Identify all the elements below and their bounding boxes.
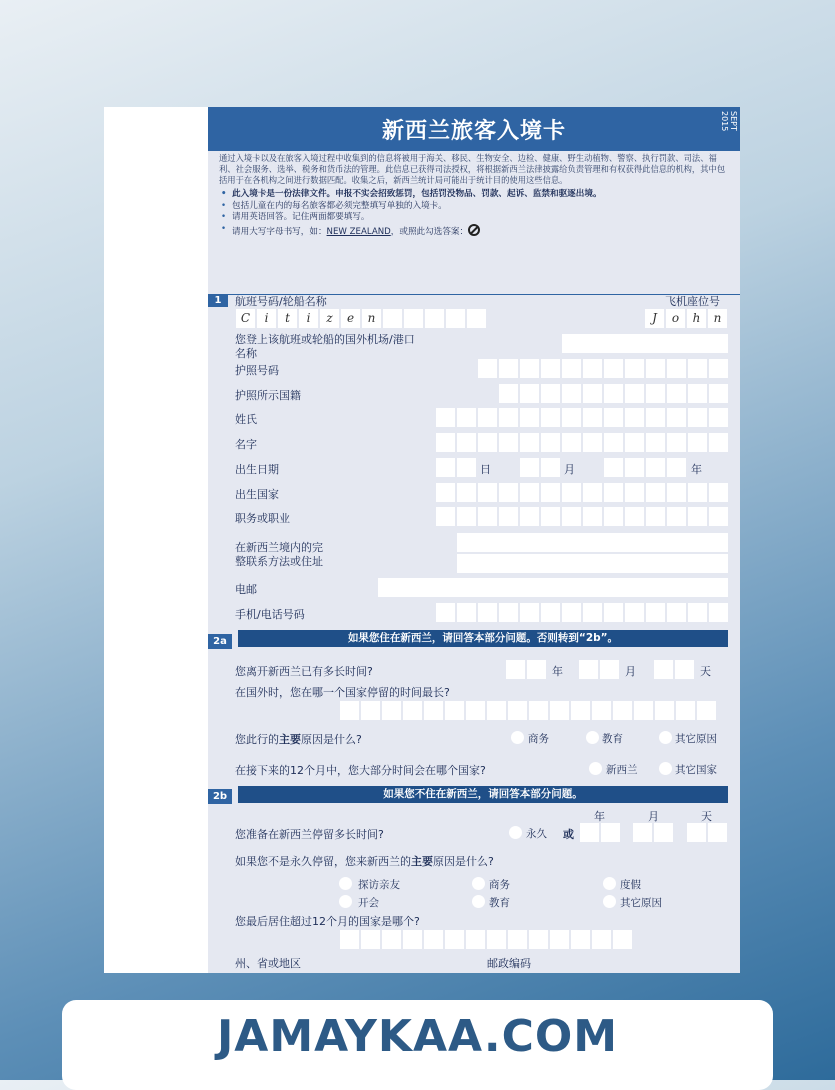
char-box[interactable] <box>625 433 644 452</box>
char-box[interactable] <box>646 603 665 622</box>
address-field-2[interactable] <box>457 554 728 573</box>
stay-permanent-radio[interactable] <box>509 826 522 839</box>
banner-text: JAMAYKAA.COM <box>216 1010 619 1062</box>
example-suffix: ，或照此勾选答案： <box>390 226 469 237</box>
char-box[interactable] <box>520 483 539 502</box>
reason2b-business-radio[interactable] <box>472 877 485 890</box>
char-box[interactable] <box>457 458 476 477</box>
char-box[interactable] <box>688 384 707 403</box>
stay-length-label: 您准备在新西兰停留多长时间? <box>235 828 384 841</box>
state-label: 州、省或地区 <box>235 957 301 970</box>
longest-country-boxes[interactable] <box>340 701 716 720</box>
char-box[interactable] <box>634 701 653 720</box>
reason2b-label: 如果您不是永久停留，您来新西兰的主要原因是什么? <box>235 855 494 868</box>
char-box[interactable] <box>562 483 581 502</box>
reason-other-radio[interactable] <box>659 731 672 744</box>
dob-year-boxes[interactable] <box>604 458 686 477</box>
char-box[interactable] <box>466 930 485 949</box>
char-box[interactable] <box>541 483 560 502</box>
section1-number: 1 <box>208 294 228 307</box>
char-box[interactable] <box>436 483 455 502</box>
intro-text: 通过入境卡以及在旅客入境过程中收集到的信息将被用于海关、移民、生物安全、边检、健康、野生动植物、警察、执行罚款、司法、福利、社会服务、选举、税务和货币法的管理。此信息已获得司法授权，将根据新西兰法律披露给负责管理和有权获得此信息的机构，其中包括用于在各机构之间进行数据匹配。收集之后，新西兰统计局可能出于统计目的使用这些信息。 <box>219 153 726 185</box>
seat-char-box[interactable]: h <box>687 309 706 328</box>
char-box[interactable] <box>604 433 623 452</box>
time-away-years-boxes[interactable] <box>506 660 546 679</box>
time-away-label: 您离开新西兰已有多长时间? <box>235 665 373 678</box>
char-box[interactable] <box>604 603 623 622</box>
char-box[interactable] <box>445 930 464 949</box>
char-box[interactable] <box>688 433 707 452</box>
char-box[interactable] <box>709 408 728 427</box>
char-box[interactable] <box>667 433 686 452</box>
char-box[interactable] <box>529 930 548 949</box>
char-box[interactable] <box>667 603 686 622</box>
instruction-capitals <box>219 224 732 239</box>
char-box[interactable] <box>340 701 359 720</box>
char-box[interactable] <box>709 359 728 378</box>
char-box[interactable] <box>466 701 485 720</box>
reason-business-radio[interactable] <box>511 731 524 744</box>
phone-boxes[interactable] <box>436 603 728 622</box>
char-box[interactable] <box>655 701 674 720</box>
char-box[interactable] <box>436 433 455 452</box>
char-box[interactable] <box>613 930 632 949</box>
char-box[interactable] <box>520 384 539 403</box>
char-box[interactable] <box>604 458 623 477</box>
next12-label: 在接下来的12个月中，您大部分时间会在哪个国家? <box>235 764 486 777</box>
char-box[interactable] <box>583 603 602 622</box>
reason-conference-label: 开会 <box>358 897 379 909</box>
flight-char-box[interactable] <box>467 309 486 328</box>
char-box[interactable] <box>541 359 560 378</box>
flight-label: 航班号码/轮船名称 <box>235 295 327 308</box>
seat-number-boxes[interactable] <box>645 309 727 328</box>
address-field-1[interactable] <box>457 533 728 552</box>
reason-holiday-radio[interactable] <box>603 877 616 890</box>
char-box[interactable] <box>424 930 443 949</box>
email-field[interactable] <box>378 578 728 597</box>
char-box[interactable] <box>604 483 623 502</box>
time-away-months-boxes[interactable] <box>579 660 619 679</box>
char-box[interactable] <box>457 483 476 502</box>
seat-char-box[interactable]: o <box>666 309 685 328</box>
reason2b-business-label: 商务 <box>489 879 510 891</box>
char-box[interactable] <box>688 603 707 622</box>
char-box[interactable] <box>667 384 686 403</box>
char-box[interactable] <box>457 507 476 526</box>
last-country-label: 您最后居住超过12个月的国家是哪个? <box>235 915 420 928</box>
passport-number-boxes[interactable] <box>478 359 728 378</box>
postcode-label: 邮政编码 <box>487 957 531 970</box>
next12-other-label: 其它国家 <box>675 764 717 776</box>
instructions-list <box>208 186 740 238</box>
char-box[interactable] <box>709 384 728 403</box>
char-box[interactable] <box>604 384 623 403</box>
char-box[interactable] <box>592 930 611 949</box>
char-box[interactable] <box>340 930 359 949</box>
char-box[interactable] <box>541 384 560 403</box>
dob-day-unit: 日 <box>480 463 491 476</box>
port-name-field[interactable] <box>562 334 728 353</box>
char-box[interactable] <box>562 507 581 526</box>
document-frame <box>104 107 738 973</box>
char-box[interactable] <box>478 603 497 622</box>
stay-months-boxes[interactable] <box>633 823 673 842</box>
char-box[interactable] <box>508 701 527 720</box>
dob-year-unit: 年 <box>691 463 702 476</box>
char-box[interactable] <box>436 458 455 477</box>
reason-business-label: 商务 <box>528 733 549 745</box>
example-text: NEW ZEALAND <box>326 226 391 237</box>
surname-boxes[interactable] <box>436 408 728 427</box>
char-box[interactable] <box>583 384 602 403</box>
port-label-line1: 您登上该航班或轮船的国外机场/港口 <box>235 333 415 346</box>
dob-month-boxes[interactable] <box>520 458 560 477</box>
reason2b-other-radio[interactable] <box>603 895 616 908</box>
birth-country-boxes[interactable] <box>436 483 728 502</box>
char-box[interactable] <box>436 603 455 622</box>
address-label-line2: 整联系方法或住址 <box>235 555 323 568</box>
section2a-header: 如果您住在新西兰，请回答本部分问题。否则转到“2b”。 <box>238 630 728 647</box>
char-box[interactable] <box>541 603 560 622</box>
flight-char-box[interactable]: i <box>257 309 276 328</box>
given-names-boxes[interactable] <box>436 433 728 452</box>
char-box[interactable] <box>541 507 560 526</box>
phone-label: 手机/电话号码 <box>235 608 305 621</box>
char-box[interactable] <box>675 660 694 679</box>
char-box[interactable] <box>382 701 401 720</box>
time-away-year-unit: 年 <box>552 665 563 678</box>
reason2b-other-label: 其它原因 <box>620 897 662 909</box>
birth-country-label: 出生国家 <box>235 488 279 501</box>
reason-conference-radio[interactable] <box>339 895 352 908</box>
flight-char-box[interactable]: t <box>278 309 297 328</box>
flight-char-box[interactable]: e <box>341 309 360 328</box>
char-box[interactable] <box>361 701 380 720</box>
reason-other-label: 其它原因 <box>675 733 717 745</box>
char-box[interactable] <box>601 823 620 842</box>
char-box[interactable] <box>709 433 728 452</box>
arrival-card <box>208 107 740 973</box>
char-box[interactable] <box>613 701 632 720</box>
flight-char-box[interactable]: z <box>320 309 339 328</box>
char-box[interactable] <box>709 603 728 622</box>
char-box[interactable] <box>646 384 665 403</box>
char-box[interactable] <box>688 359 707 378</box>
char-box[interactable] <box>654 823 673 842</box>
char-box[interactable] <box>583 483 602 502</box>
char-box[interactable] <box>529 701 548 720</box>
char-box[interactable] <box>520 603 539 622</box>
char-box[interactable] <box>625 507 644 526</box>
instruction-capitals-text: 请用大写字母书写，如： <box>232 226 327 237</box>
occupation-boxes[interactable] <box>436 507 728 526</box>
char-box[interactable] <box>667 408 686 427</box>
main-reason-label: 您此行的主要原因是什么? <box>235 733 362 746</box>
char-box[interactable] <box>625 408 644 427</box>
char-box[interactable] <box>562 408 581 427</box>
stay-years-boxes[interactable] <box>580 823 620 842</box>
given-names-label: 名字 <box>235 438 257 451</box>
section2b-header: 如果您不住在新西兰，请回答本部分问题。 <box>238 786 728 803</box>
char-box[interactable] <box>457 433 476 452</box>
passport-country-boxes[interactable] <box>499 384 728 403</box>
char-box[interactable] <box>676 701 695 720</box>
flight-char-box[interactable] <box>404 309 423 328</box>
time-away-day-unit: 天 <box>700 665 711 678</box>
char-box[interactable] <box>478 359 497 378</box>
dob-day-boxes[interactable] <box>436 458 476 477</box>
char-box[interactable] <box>583 433 602 452</box>
char-box[interactable] <box>562 433 581 452</box>
flight-char-box[interactable] <box>383 309 402 328</box>
char-box[interactable] <box>654 660 673 679</box>
char-box[interactable] <box>520 359 539 378</box>
reason-visit-label: 探访亲友 <box>358 879 400 891</box>
char-box[interactable] <box>646 507 665 526</box>
flight-char-box[interactable]: i <box>299 309 318 328</box>
char-box[interactable] <box>499 433 518 452</box>
stay-days-boxes[interactable] <box>687 823 727 842</box>
char-box[interactable] <box>550 930 569 949</box>
char-box[interactable] <box>478 408 497 427</box>
seat-char-box[interactable]: J <box>645 309 664 328</box>
char-box[interactable] <box>646 408 665 427</box>
char-box[interactable] <box>571 701 590 720</box>
address-label-line1: 在新西兰境内的完 <box>235 541 323 554</box>
reason2b-education-label: 教育 <box>489 897 510 909</box>
char-box[interactable] <box>457 603 476 622</box>
stay-day-unit: 天 <box>701 810 712 823</box>
instruction-legal: • 此入境卡是一份法律文件。申报不实会招致惩罚，包括罚没物品、罚款、起诉、监禁和驱逐出境。 <box>219 189 732 201</box>
char-box[interactable] <box>646 458 665 477</box>
seat-label: 飞机座位号 <box>665 295 720 308</box>
watermark-banner <box>62 1000 773 1090</box>
char-box[interactable] <box>633 823 652 842</box>
char-box[interactable] <box>579 660 598 679</box>
char-box[interactable] <box>708 823 727 842</box>
char-box[interactable] <box>604 359 623 378</box>
char-box[interactable] <box>625 603 644 622</box>
char-box[interactable] <box>499 507 518 526</box>
char-box[interactable] <box>583 507 602 526</box>
char-box[interactable] <box>604 408 623 427</box>
char-box[interactable] <box>499 359 518 378</box>
flight-char-box[interactable] <box>425 309 444 328</box>
form-title: 新西兰旅客入境卡 <box>381 118 566 144</box>
dob-label: 出生日期 <box>235 463 279 476</box>
char-box[interactable] <box>580 823 599 842</box>
char-box[interactable] <box>625 359 644 378</box>
char-box[interactable] <box>604 507 623 526</box>
char-box[interactable] <box>667 483 686 502</box>
char-box[interactable] <box>541 458 560 477</box>
char-box[interactable] <box>478 507 497 526</box>
occupation-label: 职务或职业 <box>235 512 290 525</box>
char-box[interactable] <box>709 483 728 502</box>
flight-char-box[interactable]: n <box>362 309 381 328</box>
passport-country-label: 护照所示国籍 <box>235 389 301 402</box>
char-box[interactable] <box>541 433 560 452</box>
stay-month-unit: 月 <box>648 810 659 823</box>
stay-permanent-label: 永久 <box>526 828 547 840</box>
passport-number-label: 护照号码 <box>235 364 279 377</box>
char-box[interactable] <box>667 507 686 526</box>
char-box[interactable] <box>562 603 581 622</box>
char-box[interactable] <box>382 930 401 949</box>
reason-visit-radio[interactable] <box>339 877 352 890</box>
longest-country-label: 在国外时，您在哪一个国家停留的时间最长? <box>235 686 450 699</box>
char-box[interactable] <box>667 359 686 378</box>
form-header <box>208 107 740 151</box>
flight-char-box[interactable] <box>446 309 465 328</box>
char-box[interactable] <box>506 660 525 679</box>
char-box[interactable] <box>499 603 518 622</box>
char-box[interactable] <box>687 823 706 842</box>
char-box[interactable] <box>583 408 602 427</box>
char-box[interactable] <box>445 701 464 720</box>
char-box[interactable] <box>646 483 665 502</box>
char-box[interactable] <box>527 660 546 679</box>
dob-month-unit: 月 <box>564 463 575 476</box>
surname-label: 姓氏 <box>235 413 257 426</box>
char-box[interactable] <box>499 483 518 502</box>
stay-or-label: 或 <box>563 828 574 841</box>
section2b-number: 2b <box>208 789 232 804</box>
next12-nz-label: 新西兰 <box>606 764 638 776</box>
instruction-english: • 请用英语回答。记住两面都要填写。 <box>219 212 732 224</box>
char-box[interactable] <box>541 408 560 427</box>
flight-char-box[interactable]: C <box>236 309 255 328</box>
email-label: 电邮 <box>235 583 257 596</box>
char-box[interactable] <box>487 930 506 949</box>
char-box[interactable] <box>688 483 707 502</box>
char-box[interactable] <box>571 930 590 949</box>
char-box[interactable] <box>625 458 644 477</box>
char-box[interactable] <box>520 433 539 452</box>
char-box[interactable] <box>600 660 619 679</box>
section2a-number: 2a <box>208 634 232 649</box>
instruction-each-passenger: • 包括儿童在内的每名旅客都必须完整填写单独的入境卡。 <box>219 201 732 213</box>
char-box[interactable] <box>424 701 443 720</box>
reason-education-label: 教育 <box>602 733 623 745</box>
char-box[interactable] <box>487 701 506 720</box>
char-box[interactable] <box>499 408 518 427</box>
reason-holiday-label: 度假 <box>620 879 641 891</box>
char-box[interactable] <box>550 701 569 720</box>
char-box[interactable] <box>499 384 518 403</box>
char-box[interactable] <box>361 930 380 949</box>
next12-other-radio[interactable] <box>659 762 672 775</box>
char-box[interactable] <box>403 701 422 720</box>
char-box[interactable] <box>478 433 497 452</box>
char-box[interactable] <box>436 507 455 526</box>
char-box[interactable] <box>646 359 665 378</box>
port-label-line2: 名称 <box>235 347 257 360</box>
last-country-boxes[interactable] <box>340 930 632 949</box>
char-box[interactable] <box>709 507 728 526</box>
char-box[interactable] <box>592 701 611 720</box>
seat-char-box[interactable]: n <box>708 309 727 328</box>
time-away-days-boxes[interactable] <box>654 660 694 679</box>
reason2b-education-radio[interactable] <box>472 895 485 908</box>
form-date-code: SEPT 2015 <box>720 111 738 132</box>
char-box[interactable] <box>667 458 686 477</box>
char-box[interactable] <box>688 408 707 427</box>
stay-year-unit: 年 <box>594 810 605 823</box>
char-box[interactable] <box>436 408 455 427</box>
char-box[interactable] <box>403 930 422 949</box>
char-box[interactable] <box>688 507 707 526</box>
char-box[interactable] <box>583 359 602 378</box>
next12-nz-radio[interactable] <box>589 762 602 775</box>
char-box[interactable] <box>520 458 539 477</box>
char-box[interactable] <box>562 359 581 378</box>
char-box[interactable] <box>520 408 539 427</box>
flight-number-boxes[interactable] <box>236 309 486 328</box>
char-box[interactable] <box>520 507 539 526</box>
char-box[interactable] <box>625 384 644 403</box>
char-box[interactable] <box>697 701 716 720</box>
tick-example-icon <box>468 224 480 236</box>
char-box[interactable] <box>625 483 644 502</box>
char-box[interactable] <box>646 433 665 452</box>
char-box[interactable] <box>457 408 476 427</box>
time-away-month-unit: 月 <box>625 665 636 678</box>
char-box[interactable] <box>508 930 527 949</box>
reason-education-radio[interactable] <box>586 731 599 744</box>
char-box[interactable] <box>478 483 497 502</box>
char-box[interactable] <box>562 384 581 403</box>
